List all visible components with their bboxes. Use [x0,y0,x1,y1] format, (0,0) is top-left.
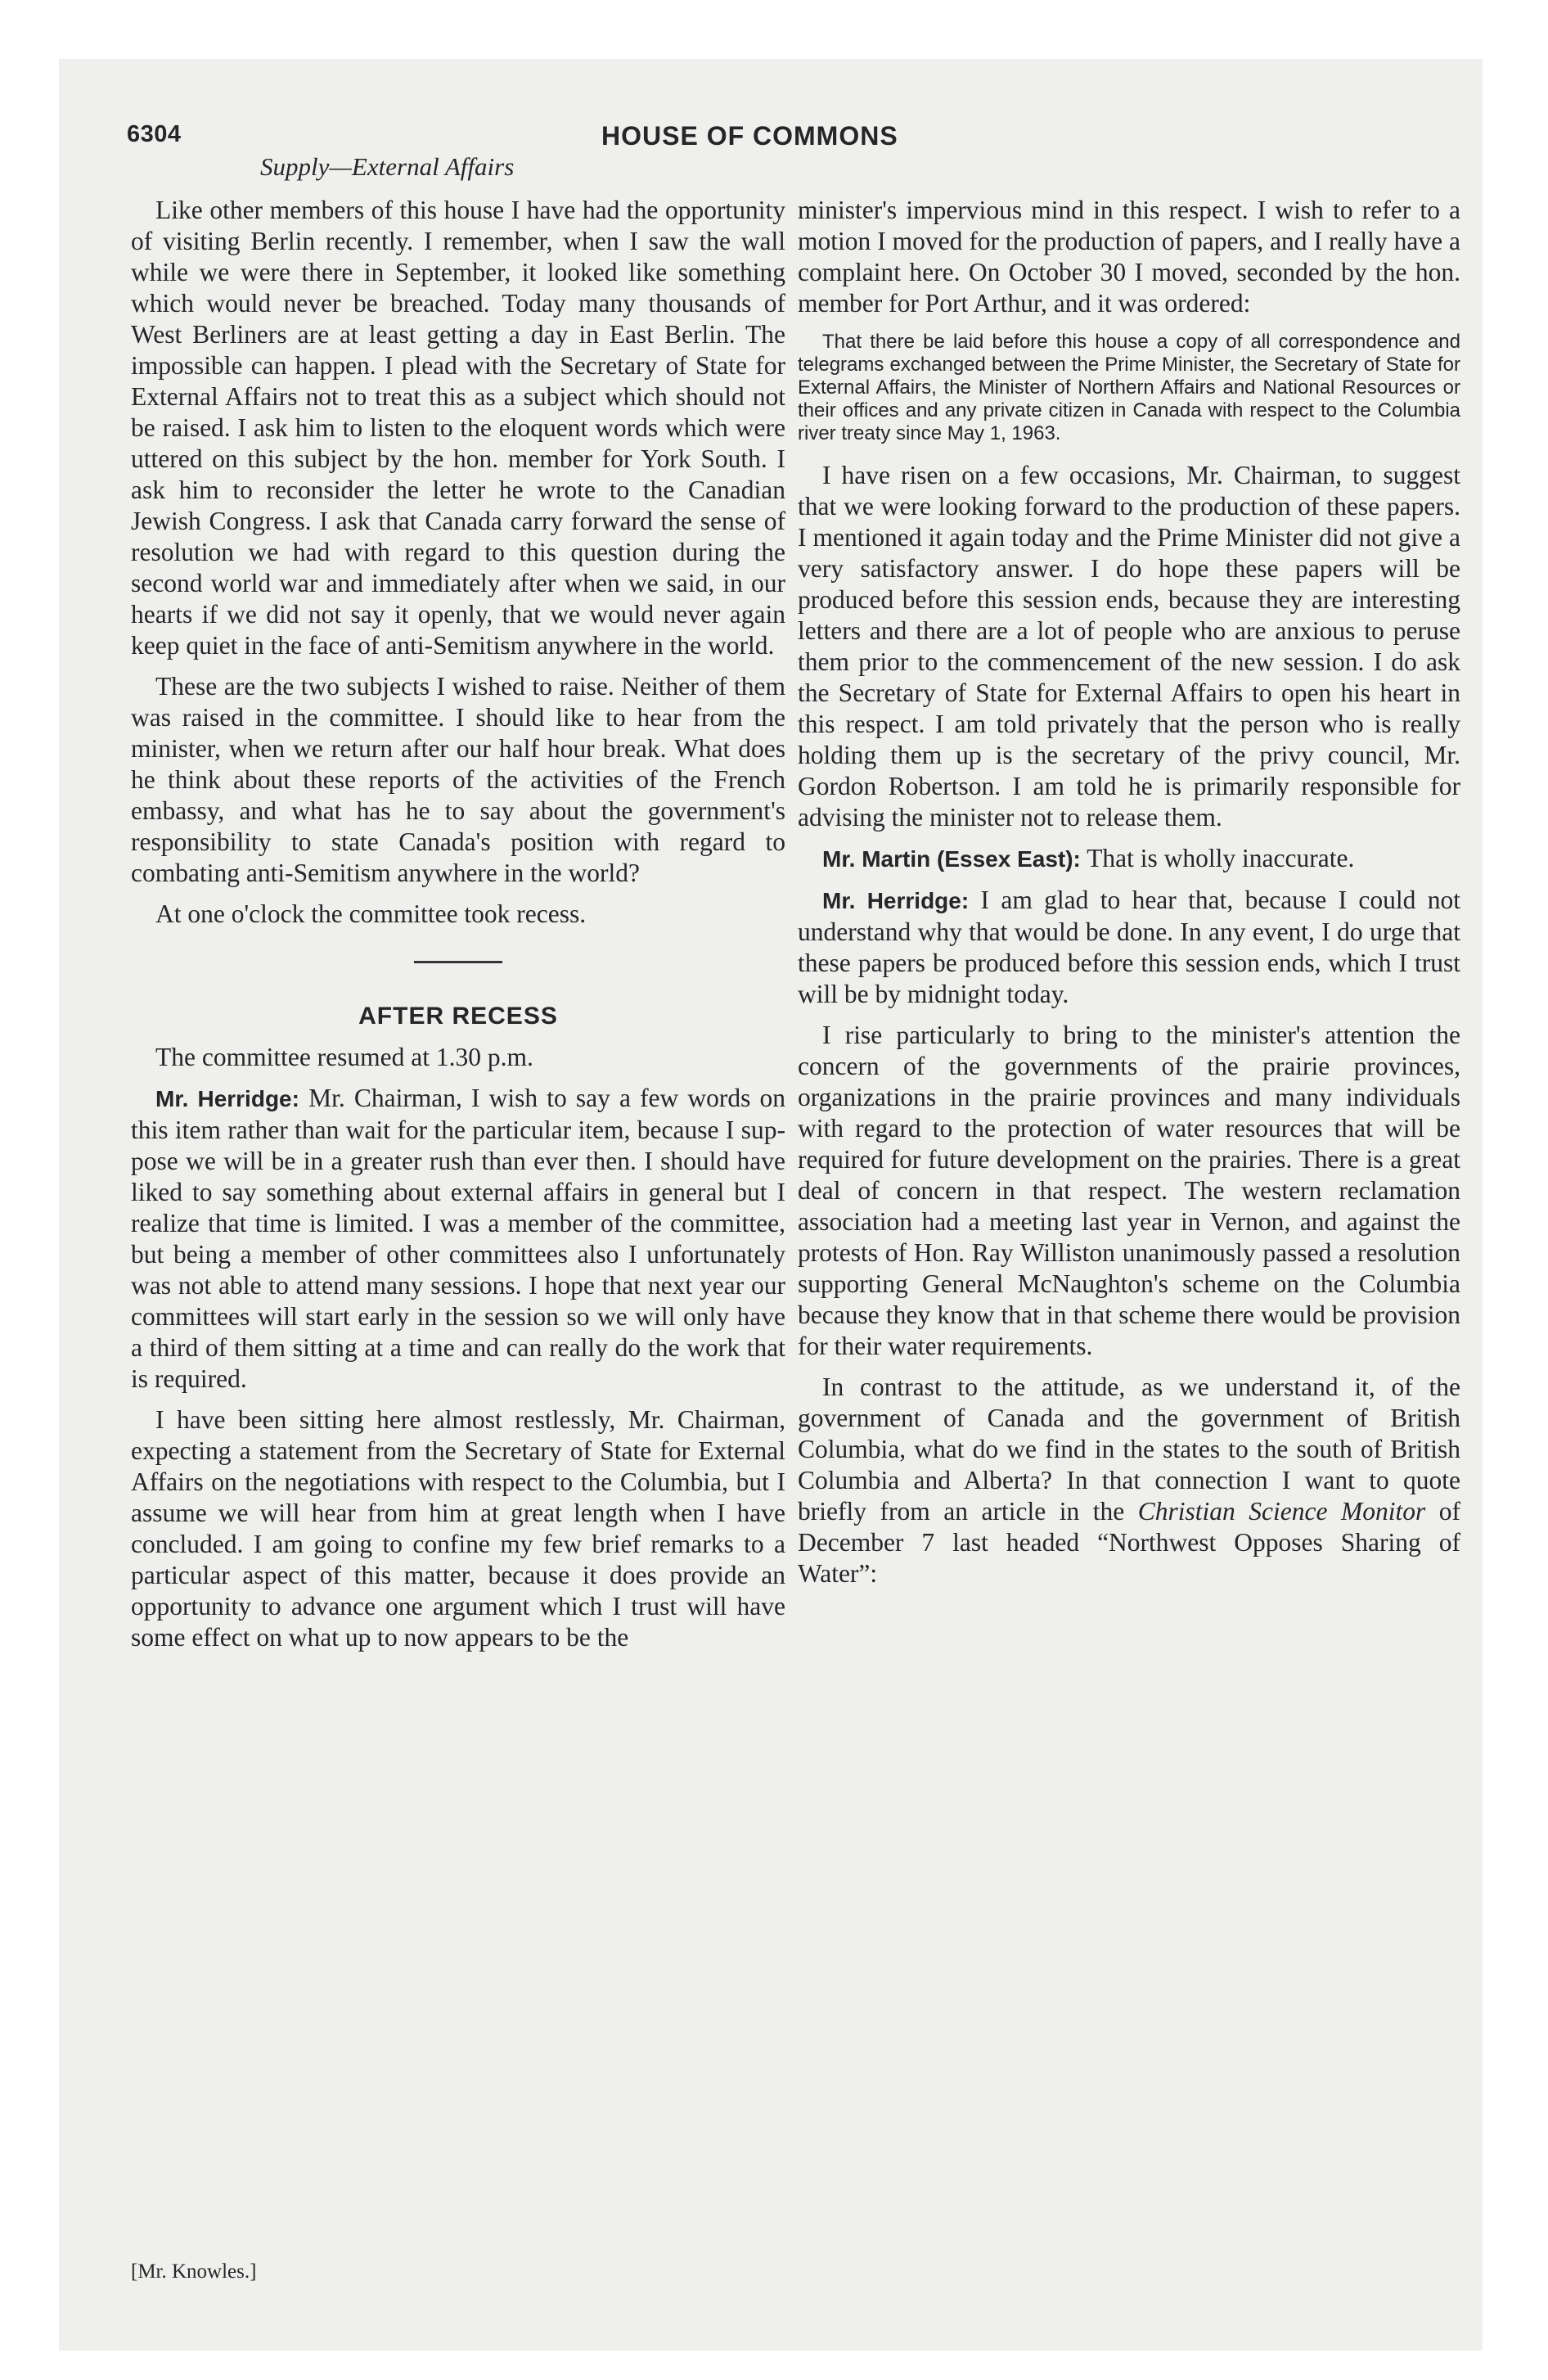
running-head: HOUSE OF COMMONS [601,121,898,151]
speech-text: That is wholly inaccurate. [1087,844,1355,872]
page-footer: [Mr. Knowles.] [131,2261,257,2283]
speech-paragraph [131,1083,785,1395]
right-column [798,195,1460,1599]
paragraph: minister's impervious mind in this respect. I wish to refer to a motion I moved for the production of papers, and I really have a complaint here. On October 30 I moved, seconded by the hon. member for Port Arthur, and it was ordered: [798,196,1460,318]
speech-paragraph [798,885,1460,1010]
page-number: 6304 [127,121,182,147]
paragraph: At one o'clock the committee took recess. [155,899,587,928]
speech-text: Mr. Chairman, I wish to say a few words on this item rather than wait for the particular item, because I suppose we will be in a greater rush than ever then. I should have liked to say something about external affairs in general but I realize that time is limited. I was a member of the committee, but being a member of other committees also I unfortunately was not able to attend many sessions. I hope that next year our committees will start early in the session so we will only have a third of them sitting at a time and can really do the work that is required. [131,1084,786,1393]
text-run: of December 7 last headed “Northwest Opposes Sharing of Water”: [798,1497,1461,1588]
text-run: In contrast to the attitude, as we understand it, of the government of Canada and the government of British Columbia, what do we find in the states to the south of British Columbia and Alberta? In that connection I want to quote briefly from an article in the [798,1373,1460,1526]
after-recess-heading: AFTER RECESS [358,1003,558,1030]
speaker-name: Mr. Martin (Essex East): [822,846,1081,872]
paragraph: I rise particularly to bring to the minister's attention the concern of the governments of the prairie provinces, organizations in the prairie provinces and many individuals with regard to the protection of water resources that will be required for future development on the prairies. There is a great deal of concern in that respect. The western reclamation association had a meeting last year in Vernon, and against the protests of Hon. Ray Williston unanimously passed a resolution supporting General McNaughton's scheme on the Columbia because they know that in that scheme there would be provision for their water requirements. [798,1021,1460,1360]
paragraph: Like other members of this house I have had the opportunity of visiting Berlin recently. I remember, when I saw the wall while we were there in September, it looked like something which would never be breached. Today many thousands of West Berliners are at least getting a day in East Berlin. The impossible can happen. I plead with the Secretary of State for External Affairs not to treat this as a subject which should not be raised. I ask him to listen to the eloquent words which were uttered on this subject by the hon. member for York South. I ask him to reconsider the letter he wrote to the Canadian Jewish Congress. I ask that Canada carry forward the sense of resolution we had with regard to this question during the second world war and immediately after when we said, in our hearts if we did not say it openly, that we would never again keep quiet in the face of anti-Semitism anywhere in the world. [131,196,785,660]
paragraph: These are the two subjects I wished to raise. Neither of them was raised in the committee. I should like to hear from the minister, when we return after our half hour break. What does he think about these reports of the activities of the French embassy, and what has he to say about the government's responsibility to state Canada's position with regard to combating anti-Semitism anywhere in the world? [131,672,785,887]
speech-paragraph [798,843,1460,875]
quoted-motion: That there be laid before this house a copy of all correspondence and telegrams exchanged between the Prime Minister, the Secretary of State for External Affairs, the Minister of Northern Affairs and National Resources or their offices and any private citizen in Canada with respect to the Columbia river treaty since May 1, 1963. [798,331,1460,444]
speaker-name: Mr. Herridge: [155,1086,299,1111]
paragraph: The committee resumed at 1.30 p.m. [155,1043,533,1071]
section-heading: Supply—External Affairs [260,152,515,181]
divider [414,961,502,963]
page-header [127,121,1460,154]
paragraph [798,1372,1460,1589]
paragraph: I have been sitting here almost restlessly, Mr. Chairman, expecting a statement from the Secretary of State for External Affairs on the negotiations with respect to the Columbia, but I assume we will hear from him at great length when I have concluded. I am going to confine my few brief remarks to a particular aspect of this matter, because it does provide an opportunity to advance one argument which I trust will have some effect on what up to now appears to be the [131,1405,785,1652]
paragraph: I have risen on a few occasions, Mr. Chairman, to suggest that we were looking forward to the production of these papers. I mentioned it again today and the Prime Minister did not give a very satisfactory answer. I do hope these papers will be produced before this session ends, because they are interesting letters and there are a lot of people who are anxious to peruse them prior to the commencement of the new session. I do ask the Secretary of State for External Affairs to open his heart in this respect. I am told privately that the person who is really holding them up is the secretary of the privy council, Mr. Gordon Robertson. I am told he is primarily responsible for advising the minister not to release them. [798,461,1460,832]
speaker-name: Mr. Herridge: [822,888,970,913]
publication-title: Christian Science Monitor [1137,1497,1426,1526]
speech-text: I am glad to hear that, because I could not understand why that would be done. In any event, I do urge that these papers be produced before this session ends, which I trust will be by midnight today. [798,886,1460,1008]
left-column [131,195,785,1663]
